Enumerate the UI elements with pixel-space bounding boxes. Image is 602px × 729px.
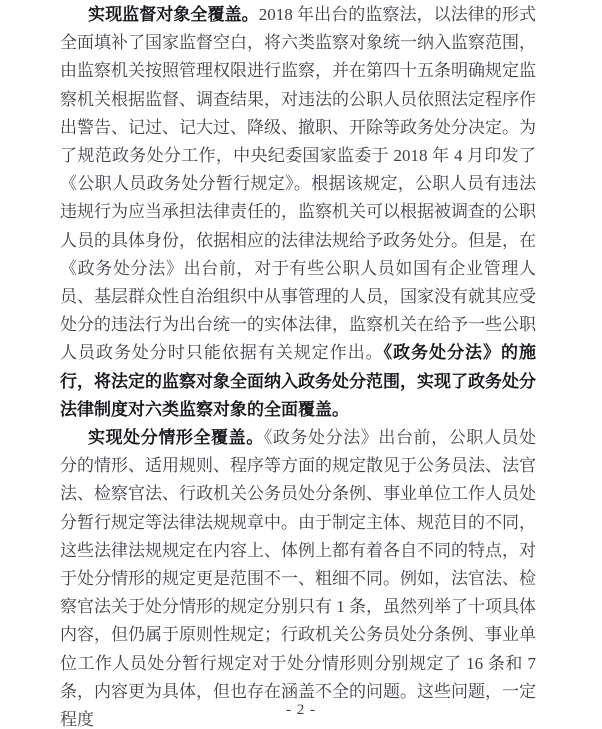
paragraph-punishment-situation-coverage <box>60 424 536 729</box>
paragraph-body-text: 2018 年出台的监察法，以法律的形式全面填补了国家监督空白，将六类监察对象统一纳入监察范围，由监察机关按照管理权限进行监察，并在第四十五条明确规定监察机关根据监督、调查结果，对违法的公职人员依照法定程序作出警告、记过、记大过、降级、撤职、开除等政务处分决定。为了规范政务处分工作，中央纪委国家监委于 2018 年 4 月印发了《公职人员政务处分暂行规定》。根据该规定，公职人员有违法违规行为应当承担法律责任的，监察机关可以根据被调查的公职人员的具体身份，依据相应的法律法规给予政务处分。但是，在《政务处分法》出台前，对于有些公职人员如国有企业管理人员、基层群众性自治组织中从事管理的人员，国家没有就其应受处分的违法行为出台统一的实体法律，监察机关在给予一些公职人员政务处分时只能依据有关规定作出。 <box>60 5 537 363</box>
paragraph-supervision-object-coverage <box>60 1 536 424</box>
paragraph-heading: 实现处分情形全覆盖。 <box>88 428 264 448</box>
paragraph-emphasis-text: 《政务处分法》的施行，将法定的监察对象全面纳入政务处分范围，实现了政务处分法律制度对六类监察对象的全面覆盖。 <box>60 343 537 419</box>
page-number: - 2 - <box>286 702 316 718</box>
paragraph-body-text: 《政务处分法》出台前，公职人员处分的情形、适用规则、程序等方面的规定散见于公务员法、法官法、检察官法、行政机关公务员处分条例、事业单位工作人员处分暂行规定等法律法规规章中。由于制定主体、规范目的不同，这些法律法规规定在内容上、体例上都有着各自不同的特点，对于处分情形的规定更是范围不一、粗细不同。例如，法官法、检察官法关于处分情形的规定分别只有 1 条，虽然列举了十项具体内容，但仍属于原则性规定；行政机关公务员处分条例、事业单位工作人员处分暂行规定对于处分情形则分别规定了 16 条和 7 条，内容更为具体，但也存在涵盖不全的问题。这些问题，一定程度 <box>60 428 537 729</box>
page-content <box>60 1 536 729</box>
paragraph-heading: 实现监督对象全覆盖。 <box>88 5 259 24</box>
